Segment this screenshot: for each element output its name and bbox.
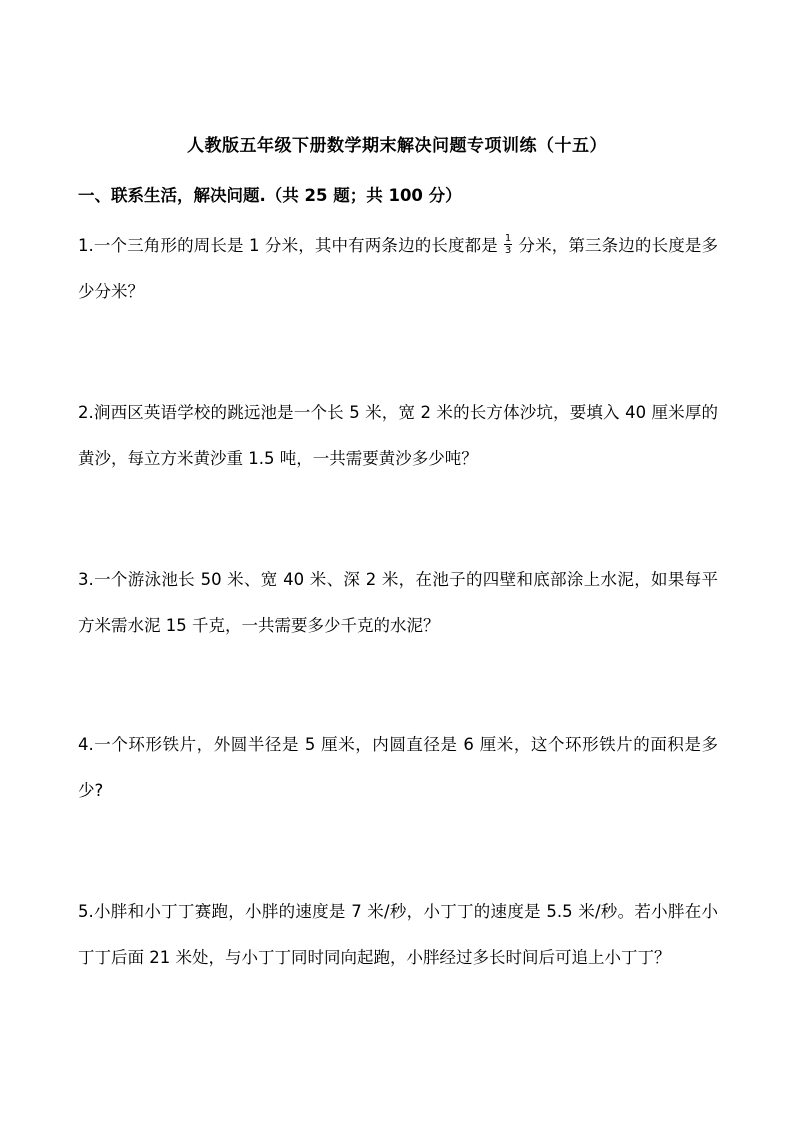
question-3: 3.一个游泳池长 50 米、宽 40 米、深 2 米，在池子的四壁和底部涂上水泥，如果每平方米需水泥 15 千克，一共需要多少千克的水泥？ [78,570,718,635]
fraction-numerator: 1 [504,233,512,244]
question-2: 2.涧西区英语学校的跳远池是一个长 5 米，宽 2 米的长方体沙坑，要填入 40 厘米厚的黄沙，每立方米黄沙重 1.5 吨，一共需要黄沙多少吨？ [78,403,718,468]
question-5: 5.小胖和小丁丁赛跑，小胖的速度是 7 米/秒，小丁丁的速度是 5.5 米/秒。若小胖在小丁丁后面 21 米处，与小丁丁同时同向起跑，小胖经过多长时间后可追上小丁丁？ [78,902,718,967]
document-title: 人教版五年级下册数学期末解决问题专项训练（十五） [187,136,607,156]
fraction-one-third [504,233,512,256]
question-1-text-end: 分米，第三条边的长度是多少分米？ [78,236,718,301]
question-1-text-start: 1.一个三角形的周长是 1 分米，其中有两条边的长度都是 [78,236,498,255]
question-1 [78,223,718,315]
fraction-denominator: 3 [504,245,512,256]
section-heading: 一、联系生活，解决问题.（共 25 题；共 100 分） [78,186,462,205]
question-4: 4.一个环形铁片，外圆半径是 5 厘米，内圆直径是 6 厘米，这个环形铁片的面积是多少? [78,735,718,800]
